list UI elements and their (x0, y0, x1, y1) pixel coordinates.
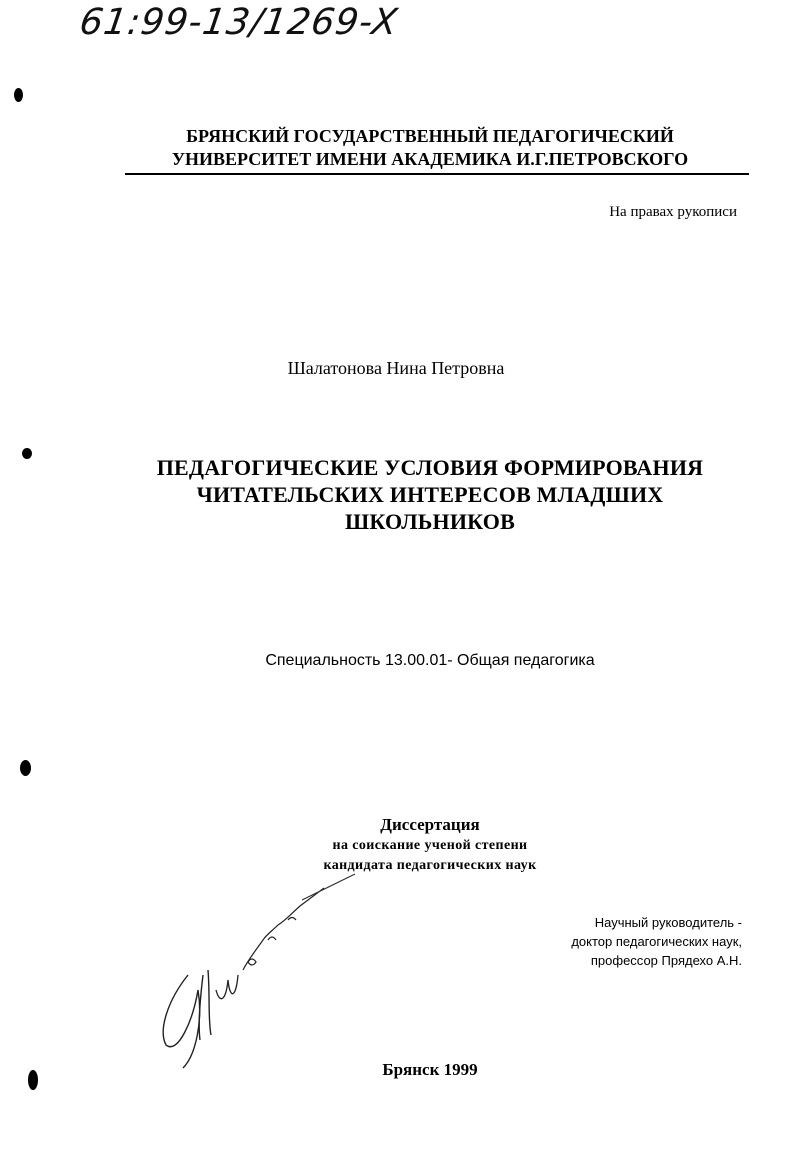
specialty: Специальность 13.00.01- Общая педагогика (265, 652, 595, 669)
manuscript-note: На правах рукописи (609, 204, 737, 220)
supervisor-line-1: Научный руководитель - (594, 915, 742, 930)
dissertation-heading: Диссертация (380, 815, 480, 834)
punch-mark-3 (20, 760, 31, 776)
signature-stroke (300, 872, 360, 902)
supervisor-line-3: профессор Прядехо А.Н. (590, 953, 742, 968)
title-line-1: ПЕДАГОГИЧЕСКИЕ УСЛОВИЯ ФОРМИРОВАНИЯ (156, 455, 704, 480)
degree-line-2: кандидата педагогических наук (323, 858, 537, 873)
institution-line-1: БРЯНСКИЙ ГОСУДАРСТВЕННЫЙ ПЕДАГОГИЧЕСКИЙ (186, 126, 674, 146)
title-line-3: ШКОЛЬНИКОВ (345, 509, 515, 534)
header-rule (125, 173, 749, 175)
degree-line-1: на соискание ученой степени (332, 838, 528, 853)
author-signature (148, 880, 348, 1080)
punch-mark-2 (22, 448, 32, 459)
city-year: Брянск 1999 (382, 1060, 478, 1079)
punch-mark-1 (14, 88, 23, 102)
institution-line-2: УНИВЕРСИТЕТ ИМЕНИ АКАДЕМИКА И.Г.ПЕТРОВСКОГО (171, 149, 689, 169)
supervisor-block (571, 913, 742, 970)
supervisor-line-2: доктор педагогических наук, (571, 934, 742, 949)
dissertation-title (100, 454, 760, 535)
institution-name (120, 125, 740, 171)
archive-code: 61:99-13/1269-X (77, 2, 401, 43)
author-name: Шалатонова Нина Петровна (287, 358, 505, 378)
title-line-2: ЧИТАТЕЛЬСКИХ ИНТЕРЕСОВ МЛАДШИХ (196, 482, 664, 507)
